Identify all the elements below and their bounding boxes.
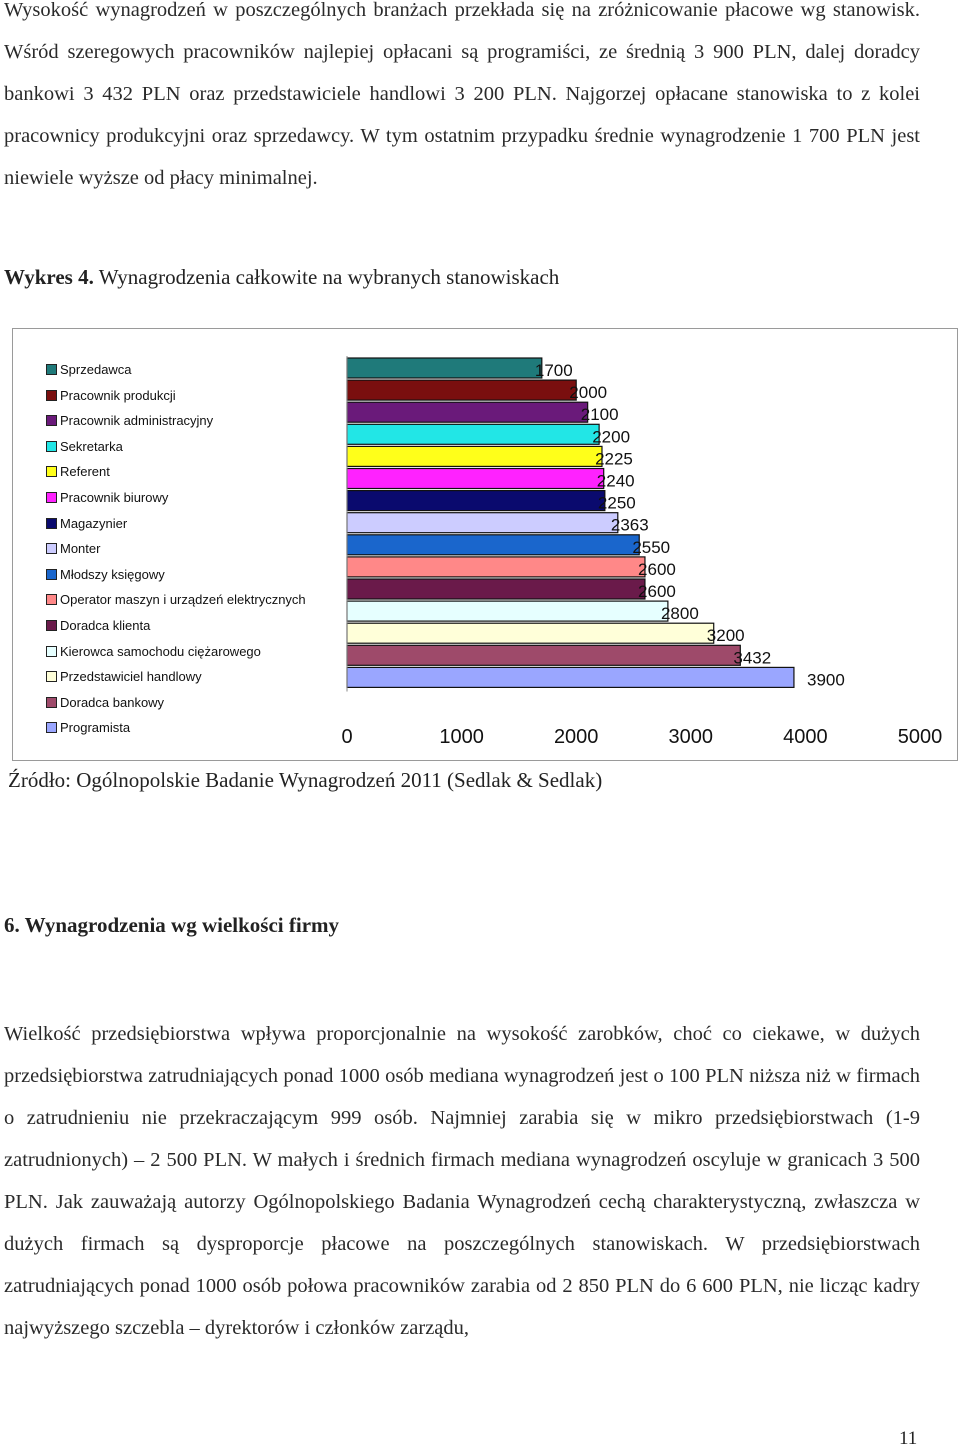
legend-label: Doradca klienta bbox=[60, 618, 151, 633]
data-label: 2600 bbox=[638, 559, 676, 579]
intro-paragraph: Wysokość wynagrodzeń w poszczególnych branżach przekłada się na zróżnicowanie płacowe wg stanowisk. Wśród szeregowych pracowników najlepiej opłacani są programiści, ze średnią 3 900 PLN, dalej doradcy bankowi 3 432 PLN oraz przedstawiciele handlowi 3 200 PLN. Najgorzej opłacane stanowiska to z kolei pracownicy produkcyjni oraz sprzedawcy. W tym ostatnim przypadku średnie wynagrodzenie 1 700 PLN jest niewiele wyższe od płacy minimalnej. bbox=[4, 0, 920, 189]
bar bbox=[347, 513, 618, 533]
figure-label: Wykres 4. bbox=[4, 265, 94, 289]
bar bbox=[347, 623, 714, 643]
legend-label: Młodszy księgowy bbox=[60, 566, 165, 582]
data-label: 2800 bbox=[660, 604, 699, 624]
data-label: 2000 bbox=[569, 383, 608, 403]
x-tick-label: 5000 bbox=[897, 726, 943, 748]
legend-label: Pracownik biurowy bbox=[60, 490, 169, 505]
legend-label: Operator maszyn i urządzeń elektrycznych bbox=[60, 592, 306, 608]
data-label: 2363 bbox=[610, 515, 649, 535]
legend-label: Referent bbox=[60, 464, 110, 480]
bar bbox=[347, 424, 599, 444]
bar bbox=[347, 601, 668, 621]
x-tick-label: 0 bbox=[341, 726, 353, 748]
legend-label: Sprzedawca bbox=[60, 362, 132, 377]
bar bbox=[347, 535, 639, 555]
data-label: 2240 bbox=[596, 471, 635, 491]
section-paragraph: Wielkość przedsiębiorstwa wpływa proporcjonalnie na wysokość zarobków, choć co ciekawe, w dużych przedsiębiorstwa zatrudniających ponad 1000 osób mediana wynagrodzeń jest o 100 PLN niższa niż w firmach o zatrudnieniu nie przekraczającym 999 osób. Najmniej zarabia się w mikro przedsiębiorstwach (1-9 zatrudnionych) – 2 500 PLN. W małych i średnich firmach mediana wynagrodzeń oscyluje w granicach 3 500 PLN. Jak zauważają autorzy Ogólnopolskiego Badania Wynagrodzeń cechą charakterystyczną, zwłaszcza w dużych firmach są dysproporcje płacowe na poszczególnych stanowiskach. W przedsiębiorstwach zatrudniających ponad 1000 osób połowa pracowników zarabia od 2 850 PLN do 6 600 PLN, nie licząc kadry najwyższego szczebla – dyrektorów i członków zarządu, bbox=[4, 1023, 920, 1339]
bar bbox=[347, 645, 740, 665]
bar bbox=[347, 358, 542, 378]
bar bbox=[347, 402, 588, 422]
legend-label: Pracownik administracyjny bbox=[60, 413, 214, 429]
x-tick-label: 3000 bbox=[668, 726, 714, 748]
x-tick-label: 4000 bbox=[783, 726, 828, 748]
legend-label: Doradca bankowy bbox=[60, 694, 165, 710]
bar bbox=[347, 491, 605, 511]
legend-label: Przedstawiciel handlowy bbox=[60, 669, 202, 685]
data-label: 2225 bbox=[595, 449, 633, 469]
bar bbox=[347, 469, 604, 489]
source-note: Źródło: Ogólnopolskie Badanie Wynagrodzeń 2011 (Sedlak & Sedlak) bbox=[8, 768, 603, 792]
data-label: 2550 bbox=[632, 537, 671, 557]
bar bbox=[347, 667, 794, 687]
bar bbox=[347, 380, 576, 400]
data-label: 2200 bbox=[592, 427, 631, 447]
data-label: 3900 bbox=[807, 670, 845, 690]
bar bbox=[347, 579, 645, 599]
x-tick-label: 2000 bbox=[553, 726, 599, 748]
page-number: 11 bbox=[899, 1428, 918, 1449]
data-label: 3432 bbox=[733, 648, 772, 668]
data-label: 2250 bbox=[597, 493, 636, 513]
figure-title: Wynagrodzenia całkowite na wybranych stanowiskach bbox=[98, 265, 560, 289]
data-label: 2100 bbox=[580, 405, 619, 425]
x-tick-label: 1000 bbox=[439, 726, 484, 748]
legend-label: Kierowca samochodu ciężarowego bbox=[60, 643, 261, 659]
legend-label: Magazynier bbox=[60, 515, 128, 531]
legend-label: Sekretarka bbox=[60, 438, 123, 454]
section-heading: 6. Wynagrodzenia wg wielkości firmy bbox=[4, 913, 340, 937]
legend-label: Monter bbox=[60, 541, 101, 557]
legend-label: Programista bbox=[60, 720, 131, 736]
data-label: 2600 bbox=[638, 582, 676, 601]
legend-label: Pracownik produkcji bbox=[60, 387, 176, 403]
bar bbox=[347, 446, 602, 466]
data-label: 3200 bbox=[706, 626, 745, 646]
bar bbox=[347, 557, 645, 577]
data-label: 1700 bbox=[534, 361, 573, 380]
